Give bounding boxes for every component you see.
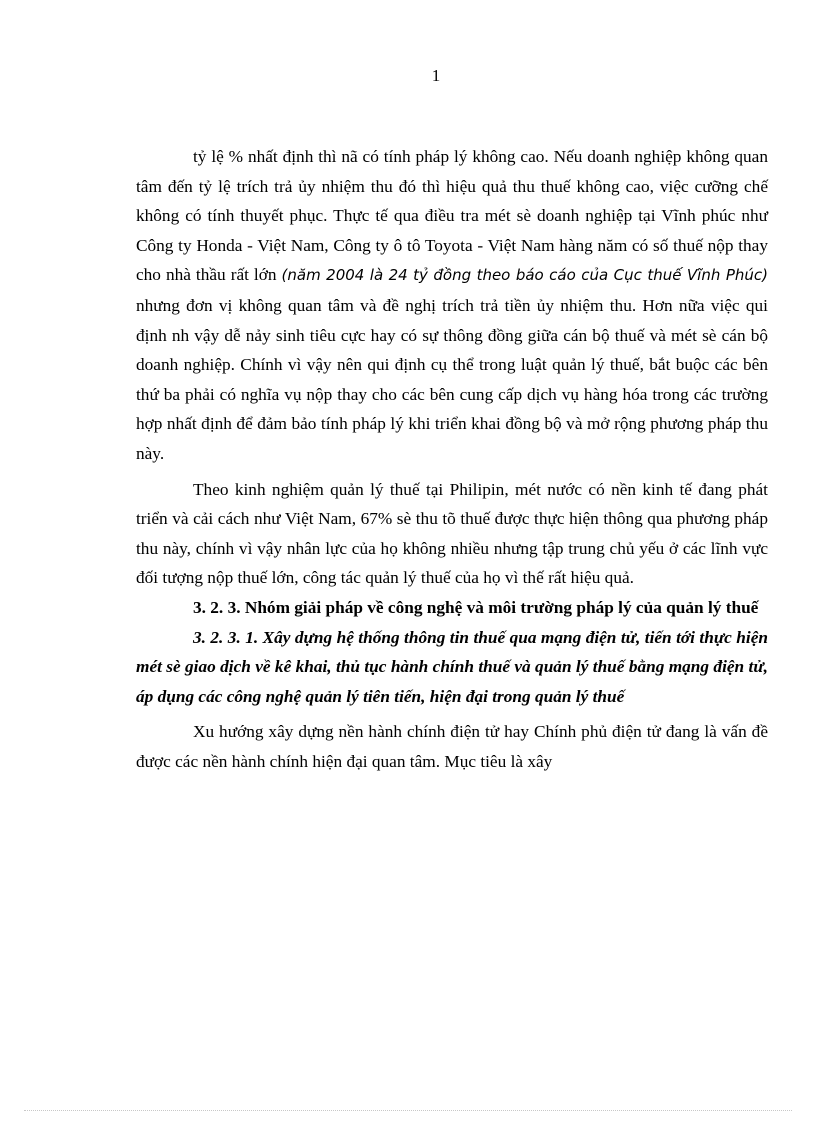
page-number: 1	[431, 66, 441, 85]
paragraph-philippines-experience: Theo kinh nghiệm quản lý thuế tại Philipin, mét nước có nền kinh tế đang phát triển và cải cách như Việt Nam, 67% sè thu tõ thuế được thực hiện thông qua phương pháp thu này, chính vì vậy nhân lực của họ không nhiều nhưng tập trung chủ yếu ở các lĩnh vực đối tượng nộp thuế lớn, công tác quản lý thuế của họ vì thế rất hiệu quả.	[136, 479, 768, 588]
paragraph-e-government: Xu hướng xây dựng nền hành chính điện tử hay Chính phủ điện tử đang là vấn đề được các nền hành chính hiện đại quan tâm. Mục tiêu là xây	[136, 722, 768, 771]
paragraph-text: tỷ lệ % nhất định thì nã có tính pháp lý không cao. Nếu doanh nghiệp không quan tâm đến tỷ lệ trích trả ủy nhiệm thu đó thì hiệu quả thu thuế không cao, việc cưỡng chế không có tính thuyết phục. Thực tế qua điều tra mét sè doanh nghiệp tại Vĩnh phúc như Công ty Honda - Việt Nam, Công ty ô tô Toyota - Việt Nam hàng năm có số thuế nộp thay cho nhà thầu rất lớn	[136, 147, 768, 285]
page-bottom-divider	[24, 1110, 792, 1111]
section-heading: 3. 2. 3. Nhóm giải pháp về công nghệ và môi trường pháp lý của quản lý thuế	[193, 597, 759, 617]
source-citation: (năm 2004 là 24 tỷ đồng theo báo cáo của Cục thuế Vĩnh Phúc)	[281, 266, 768, 285]
paragraph-text: nhưng đơn vị không quan tâm và đề nghị trích trả tiền ủy nhiệm thu. Hơn nữa việc qui định nh	[136, 295, 768, 345]
document-body	[136, 142, 768, 776]
subsection-heading: 3. 2. 3. 1. Xây dựng hệ thống thông tin thuế qua mạng điện tử, tiến tới thực hiện mét sè giao dịch về kê khai, thủ tục hành chính thuế và quản lý thuế bằng mạng điện tử, áp dụng các công nghệ quản lý tiên tiến, hiện đại trong quản lý thuế	[136, 627, 768, 706]
paragraph-withholding-tax	[136, 142, 768, 469]
paragraph-text: vậy dễ nảy sinh tiêu cực hay có sự thông đồng giữa cán bộ thuế và mét sè cán bộ doanh nghiệp. Chính vì vậy nên qui định cụ thể trong luật quản lý thuế, bắt buộc các bên thứ ba phải có nghĩa vụ nộp thay cho các bên cung cấp dịch vụ hàng hóa trong các trường hợp nhất định để đảm bảo tính pháp lý khi triển khai đồng bộ và mở rộng phương pháp thu này.	[136, 325, 768, 463]
